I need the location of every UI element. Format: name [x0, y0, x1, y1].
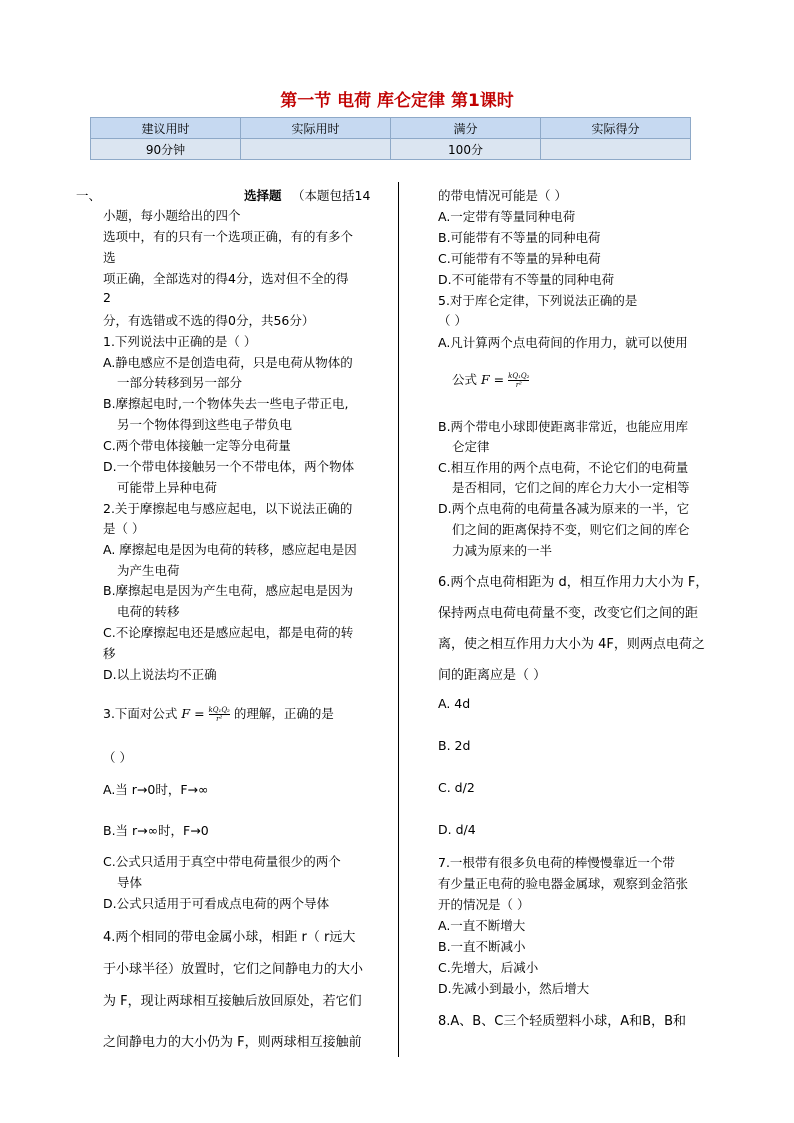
q3-formula-fraction — [209, 706, 230, 723]
q5-stem: 5.对于库仑定律，下列说法正确的是 — [438, 293, 638, 308]
q4-stem-line: 4.两个相同的带电金属小球，相距 r（ r远大 — [103, 930, 356, 945]
value-full-score: 100分 — [391, 139, 541, 160]
q2-option-a[interactable]: A. 摩擦起电是因为电荷的转移，感应起电是因 — [103, 542, 357, 557]
q1-option-c[interactable]: C.两个带电体接触一定等分电荷量 — [103, 438, 291, 453]
q4-option-c[interactable]: C.可能带有不等量的异种电荷 — [438, 251, 601, 266]
q2-option-c-cont: 移 — [103, 646, 116, 661]
q7-option-d[interactable]: D.先减小到最小，然后增大 — [438, 981, 590, 996]
q5-option-a[interactable]: A.凡计算两个点电荷间的作用力，就可以使用 — [438, 335, 688, 350]
q1-stem: 1.下列说法中正确的是（ ） — [103, 334, 257, 349]
q7-stem-line: 开的情况是（ ） — [438, 897, 530, 912]
q7-stem-line: 有少量正电荷的验电器金属球，观察到金箔张 — [438, 876, 689, 891]
q5-option-d-cont: 们之间的距离保持不变，则它们之间的库仑 — [452, 522, 690, 537]
q3-stem — [103, 704, 334, 723]
section-heading: 选择题 — [244, 188, 282, 203]
column-divider — [398, 182, 399, 1057]
section-intro-line: 选 — [103, 250, 116, 265]
q3-formula-numerator: kQ₁Q₂ — [208, 706, 230, 714]
header-full-score: 满分 — [391, 118, 541, 139]
q1-option-d-cont: 可能带上异种电荷 — [117, 480, 218, 495]
q3-formula-lhs: F = — [181, 706, 205, 721]
q3-option-b[interactable]: B.当 r→∞时，F→0 — [103, 823, 209, 838]
q5-formula-denominator: r² — [515, 381, 522, 389]
q3-stem-text: 的理解，正确的是 — [233, 706, 334, 721]
q5-stem-cont: （ ） — [438, 313, 467, 328]
q2-option-d[interactable]: D.以上说法均不正确 — [103, 667, 217, 682]
q5-formula-lhs: F = — [481, 372, 505, 387]
q2-option-b-cont: 电荷的转移 — [117, 604, 180, 619]
q3-option-d[interactable]: D.公式只适用于可看成点电荷的两个导体 — [103, 896, 330, 911]
q6-stem-line: 离，使之相互作用力大小为 4F，则两点电荷之 — [438, 637, 705, 652]
q2-option-a-cont: 为产生电荷 — [117, 563, 180, 578]
q5-formula-numerator: kQ₁Q₂ — [508, 372, 530, 380]
q6-option-d[interactable]: D. d/4 — [438, 822, 476, 837]
section-intro-line: 选项中，有的只有一个选项正确，有的有多个 — [103, 229, 354, 244]
section-intro-line: 分，有选错或不选的得0分，共56分） — [103, 313, 315, 328]
page-title: 第一节 电荷 库仑定律 第1课时 — [280, 91, 514, 111]
q5-option-a-formula — [438, 370, 529, 389]
value-actual-score[interactable] — [541, 139, 691, 160]
q1-option-d[interactable]: D.一个带电体接触另一个不带电体，两个物体 — [103, 459, 355, 474]
q3-paren: （ ） — [103, 750, 132, 765]
header-actual-time: 实际用时 — [241, 118, 391, 139]
q4-option-b[interactable]: B.可能带有不等量的同种电荷 — [438, 230, 601, 245]
q3-option-c[interactable]: C.公式只适用于真空中带电荷量很少的两个 — [103, 854, 341, 869]
q1-option-a[interactable]: A.静电感应不是创造电荷，只是电荷从物体的 — [103, 355, 353, 370]
q4-option-d[interactable]: D.不可能带有不等量的同种电荷 — [438, 272, 615, 287]
q2-stem-cont: 是（ ） — [103, 521, 145, 536]
q5-option-b[interactable]: B.两个带电小球即使距离非常近，也能应用库 — [438, 419, 689, 434]
q7-stem-line: 7.一根带有很多负电荷的棒慢慢靠近一个带 — [438, 855, 675, 870]
q7-option-b[interactable]: B.一直不断减小 — [438, 939, 526, 954]
q3-formula-denominator: r² — [216, 715, 223, 723]
q6-option-a[interactable]: A. 4d — [438, 696, 471, 711]
time-score-table — [90, 117, 691, 160]
q1-option-b-cont: 另一个物体得到这些电子带负电 — [117, 417, 293, 432]
q8-stem-line: 8.A、B、C三个轻质塑料小球，A和B，B和 — [438, 1014, 687, 1029]
q5-option-c[interactable]: C.相互作用的两个点电荷，不论它们的电荷量 — [438, 460, 689, 475]
q3-stem-text: 3.下面对公式 — [103, 706, 178, 721]
q7-option-a[interactable]: A.一直不断增大 — [438, 918, 526, 933]
q5-option-d-cont: 力减为原来的一半 — [452, 543, 553, 558]
section-intro-line: 小题，每小题给出的四个 — [103, 208, 241, 223]
q5-formula-prefix: 公式 — [452, 372, 478, 387]
q6-stem-line: 6.两个点电荷相距为 d，相互作用力大小为 F， — [438, 575, 709, 590]
q2-stem: 2.关于摩擦起电与感应起电，以下说法正确的 — [103, 501, 353, 516]
q2-option-c[interactable]: C.不论摩擦起电还是感应起电，都是电荷的转 — [103, 625, 354, 640]
section-number: 一、 — [76, 188, 102, 203]
section-intro-line: 2 — [103, 290, 111, 305]
q4-stem-line: 为 F，现让两球相互接触后放回原处，若它们 — [103, 994, 362, 1009]
q3-option-a[interactable]: A.当 r→0时，F→∞ — [103, 782, 209, 797]
q5-option-c-cont: 是否相同，它们之间的库仑力大小一定相等 — [452, 480, 690, 495]
q3-option-c-cont: 导体 — [117, 875, 143, 890]
section-intro-line: （本题包括14 — [292, 188, 371, 203]
q6-stem-line: 保持两点电荷电荷量不变，改变它们之间的距 — [438, 606, 699, 621]
q4-stem-line: 于小球半径）放置时，它们之间静电力的大小 — [103, 962, 364, 977]
q6-stem-line: 间的距离应是（ ） — [438, 668, 547, 683]
q1-option-a-cont: 一部分转移到另一部分 — [117, 375, 243, 390]
value-suggested-time: 90分钟 — [91, 139, 241, 160]
value-actual-time[interactable] — [241, 139, 391, 160]
section-intro-line: 项正确，全部选对的得4分，选对但不全的得 — [103, 271, 349, 286]
q5-option-d[interactable]: D.两个点电荷的电荷量各减为原来的一半，它 — [438, 501, 690, 516]
q2-option-b[interactable]: B.摩擦起电是因为产生电荷，感应起电是因为 — [103, 583, 354, 598]
q6-option-c[interactable]: C. d/2 — [438, 780, 475, 795]
header-actual-score: 实际得分 — [541, 118, 691, 139]
q4-stem-line: 之间静电力的大小仍为 F，则两球相互接触前 — [103, 1035, 362, 1050]
q6-option-b[interactable]: B. 2d — [438, 738, 471, 753]
q4-option-a[interactable]: A.一定带有等量同种电荷 — [438, 209, 576, 224]
q7-option-c[interactable]: C.先增大，后减小 — [438, 960, 539, 975]
header-suggested-time: 建议用时 — [91, 118, 241, 139]
q4-stem-line: 的带电情况可能是（ ） — [438, 188, 567, 203]
q1-option-b[interactable]: B.摩擦起电时,一个物体失去一些电子带正电, — [103, 396, 349, 411]
q5-option-b-cont: 仑定律 — [452, 439, 490, 454]
q5-formula-fraction — [508, 372, 529, 389]
